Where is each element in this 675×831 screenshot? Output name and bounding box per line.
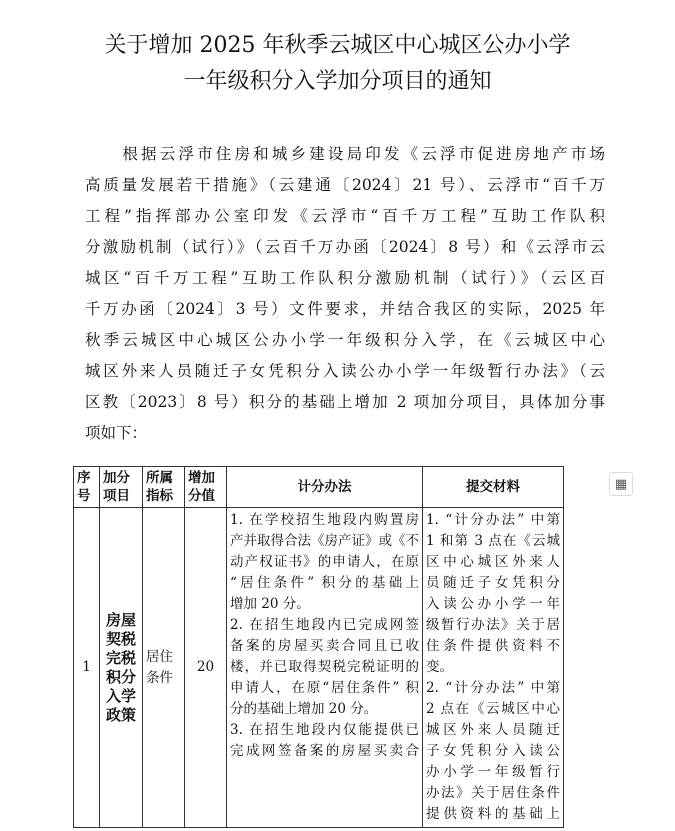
text-line: 区中心城区外来人	[426, 554, 560, 570]
text-line: 2. “计分办法” 中第	[426, 680, 560, 696]
cell-index: 1	[74, 508, 100, 828]
text-line: 政策	[105, 705, 136, 724]
text-line: 办小学一年级暂行	[426, 764, 560, 780]
text-line: 工程”指挥部办公室印发《云浮市“百千万工程”互助工作队积	[85, 207, 605, 225]
text-line: 提供资料的基础上	[426, 806, 560, 822]
document-title-line-1: 关于增加 2025 年秋季云城区中心城区公办小学	[104, 33, 571, 58]
cell-item	[100, 508, 143, 828]
cell-method	[227, 508, 423, 828]
text-line: 根据云浮市住房和城乡建设局印发《云浮市促进房地产市场	[85, 145, 605, 163]
text-line: “居住条件” 积分的基础上	[230, 575, 419, 591]
header-text: 指标	[146, 488, 173, 504]
cell-indicator	[143, 508, 185, 828]
text-line: 产并取得合法《房产证》或《不	[230, 533, 419, 549]
calculator-icon[interactable]: ▦	[609, 472, 633, 496]
text-line: 居住	[146, 648, 173, 665]
text-line: 入读公办小学一年	[426, 596, 560, 612]
text-line: 2. 在招生地段内已完成网签	[230, 617, 419, 633]
text-line: 3. 在招生地段内仅能提供已	[230, 722, 419, 738]
header-method: 计分办法	[227, 467, 423, 508]
header-materials: 提交材料	[423, 467, 564, 508]
text-line: 分的基础上增加 20 分。	[230, 701, 378, 717]
text-line: 子女凭积分入读公	[426, 743, 560, 759]
text-line: 秋季云城区中心城区公办小学一年级积分入学，在《云城区中心	[85, 331, 605, 349]
text-line: 楼，并已取得契税完税证明的	[230, 659, 419, 675]
text-line: 备案的房屋买卖合同且已收	[230, 638, 419, 654]
text-line: 完税	[105, 648, 136, 667]
text-line: 城区“百千万工程”互助工作队积分激励机制（试行）》（云区百	[85, 269, 605, 287]
text-line: 1. 在学校招生地段内购置房	[230, 512, 419, 528]
header-text: 增加	[188, 470, 215, 486]
text-line: 条件	[146, 669, 173, 686]
text-line: 完成网签备案的房屋买卖合	[230, 743, 419, 759]
body-paragraph	[85, 139, 605, 449]
text-line: 动产权证书》的申请人，在原	[230, 554, 419, 570]
text-line: 分激励机制（试行）》（云百千万办函〔2024〕8 号）和《云浮市云	[85, 238, 605, 256]
text-line: 1. “计分办法” 中第	[426, 512, 560, 528]
text-line: 1 和第 3 点在《云城	[426, 533, 560, 549]
cell-points: 20	[185, 508, 227, 828]
text-line: 契税	[105, 629, 136, 648]
text-line: 增加 20 分。	[230, 596, 310, 612]
document-title-line-2: 一年级积分入学加分项目的通知	[183, 69, 492, 94]
bonus-items-table	[73, 466, 564, 828]
table-header-row	[74, 467, 564, 508]
text-line: 员随迁子女凭积分	[426, 575, 560, 591]
text-line: 千万办函〔2024〕3 号）文件要求，并结合我区的实际，2025 年	[85, 300, 605, 318]
header-text: 号	[77, 488, 91, 504]
text-line: 区教〔2023〕8 号）积分的基础上增加 2 项加分项目，具体加分事	[85, 393, 605, 411]
header-points	[185, 467, 227, 508]
header-text: 所属	[146, 470, 173, 486]
text-line: 2 点在《云城区中心	[426, 701, 560, 717]
header-text: 项目	[103, 488, 130, 504]
header-text: 分值	[188, 488, 215, 504]
text-line: 城区外来人员随迁	[426, 722, 560, 738]
text-line: 积分	[105, 667, 136, 686]
text-line: 高质量发展若干措施》（云建通〔2024〕21 号）、云浮市“百千万	[85, 176, 605, 194]
cell-materials	[423, 508, 564, 828]
table-row	[74, 508, 564, 828]
text-line: 办法》关于居住条件	[426, 785, 560, 801]
header-index	[74, 467, 100, 508]
text-line: 变。	[426, 659, 453, 675]
text-line: 入学	[105, 686, 136, 705]
text-line: 城区外来人员随迁子女凭积分入读公办小学一年级暂行办法》（云	[85, 362, 605, 380]
text-line: 级暂行办法》关于居	[426, 617, 560, 633]
text-line: 房屋	[105, 610, 136, 629]
header-indicator	[143, 467, 185, 508]
text-line: 住条件提供资料不	[426, 638, 560, 654]
text-line: 项如下：	[85, 424, 148, 442]
header-item	[100, 467, 143, 508]
header-text: 序	[77, 470, 91, 486]
text-line: 申请人，在原“居住条件” 积	[230, 680, 419, 696]
header-text: 加分	[103, 470, 130, 486]
